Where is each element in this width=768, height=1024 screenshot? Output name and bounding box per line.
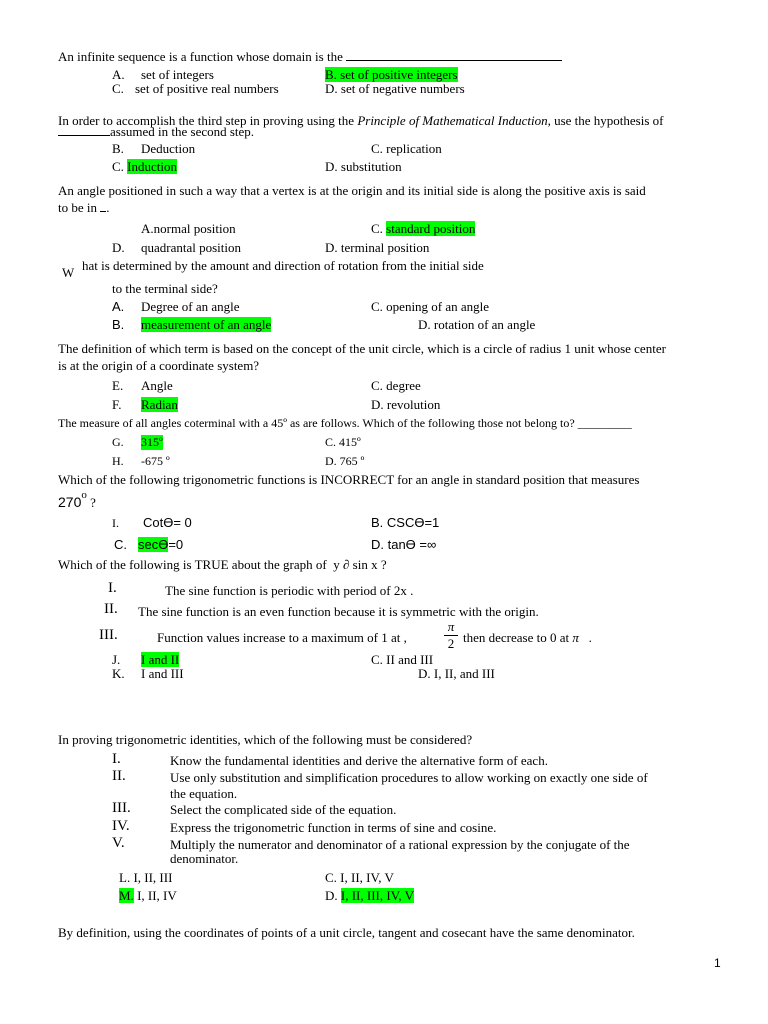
q4-stem: hat is determined by the amount and direction of rotation from the initial side <box>82 258 484 273</box>
q1-option-c-letter: C. <box>112 81 124 96</box>
q4-option-a-letter: A. <box>112 299 125 314</box>
two-denominator: 2 <box>447 636 455 651</box>
q8-statement-1: The sine function is periodic with period of 2x . <box>165 583 414 598</box>
q5-option-c: C. degree <box>371 378 421 393</box>
q3-option-d-letter: D. <box>112 240 125 255</box>
q7-option-c-answer: secϴ=0 <box>138 537 184 552</box>
q9-option-m: M. I, II, IV <box>119 888 177 903</box>
q9-item-5: Multiply the numerator and denominator of a rational expression by the conjugate of the <box>170 837 630 852</box>
q2-stem: In order to accomplish the third step in proving using the Principle of Mathematical Induction, use the hypothesis of <box>58 113 664 128</box>
q7-option-b: B. CSCϴ=1 <box>371 515 440 530</box>
pi-numerator: π <box>447 619 455 634</box>
q9-item-5-numeral: V. <box>112 835 125 851</box>
q1-option-c: set of positive real numbers <box>135 81 279 96</box>
q6-option-c: C. 415º <box>325 435 361 449</box>
q5-option-d: D. revolution <box>371 397 441 412</box>
q9-item-1: Know the fundamental identities and derive the alternative form of each. <box>170 753 548 768</box>
q4-stem-line2: to the terminal side? <box>112 281 218 296</box>
q7-option-c-letter: C. <box>114 537 127 552</box>
q7-angle: 270$^o$ ? <box>58 489 96 510</box>
q6-stem: The measure of all angles coterminal with a 45º as are follows. Which of the following those not belong to? _________ <box>58 416 632 430</box>
q8-option-j-letter: J. <box>112 652 121 667</box>
q1-stem: An infinite sequence is a function whose domain is the <box>58 49 562 64</box>
q9-item-2: Use only substitution and simplification procedures to allow working on exactly one side of <box>170 770 648 785</box>
q8-option-c: C. II and III <box>371 652 434 667</box>
q5-stem-line2: is at the origin of a coordinate system? <box>58 358 260 373</box>
q4-option-a: Degree of an angle <box>141 299 240 314</box>
q9-item-2-cont: the equation. <box>170 786 238 801</box>
q3-stem: An angle positioned in such a way that a vertex is at the origin and its initial side is along the positive axis is said <box>58 183 646 198</box>
q4-option-b-letter: B. <box>112 317 125 332</box>
q9-item-3-numeral: III. <box>112 800 131 816</box>
q8-statement-2: The sine function is an even function because it is symmetric with the origin. <box>138 604 539 619</box>
q6-option-h: -675 º <box>141 454 170 468</box>
q9-item-4: Express the trigonometric function in terms of sine and cosine. <box>170 820 497 835</box>
q8-stem: Which of the following is TRUE about the graph of y ∂ sin x ? <box>58 557 387 572</box>
q9-stem: In proving trigonometric identities, which of the following must be considered? <box>58 732 473 747</box>
q8-option-k-letter: K. <box>112 666 125 681</box>
q2-option-answer: C. Induction <box>112 159 177 174</box>
q9-item-5-cont: denominator. <box>170 851 239 866</box>
q5-stem: The definition of which term is based on the concept of the unit circle, which is a circle of radius 1 unit whose center <box>58 341 666 356</box>
q2-option-b-letter: B. <box>112 141 124 156</box>
q4-option-d: D. rotation of an angle <box>418 317 536 332</box>
q6-option-g-answer: 315º <box>141 435 163 449</box>
q7-option-i: Cotϴ= 0 <box>143 515 192 530</box>
q1-option-a-letter: A. <box>112 67 125 82</box>
q7-stem: Which of the following trigonometric functions is INCORRECT for an angle in standard position that measures <box>58 472 640 487</box>
q8-option-d: D. I, II, and III <box>418 666 495 681</box>
q8-statement-2-numeral: II. <box>104 601 118 617</box>
q6-option-d: D. 765 º <box>325 454 365 468</box>
q7-option-d: D. tanϴ =∞ <box>371 537 437 552</box>
q8-statement-3-numeral: III. <box>99 627 118 643</box>
q9-item-3: Select the complicated side of the equation. <box>170 802 397 817</box>
q9-option-c: C. I, II, IV, V <box>325 870 394 885</box>
q3-option-terminal: D. terminal position <box>325 240 430 255</box>
q2-option-d: D. substitution <box>325 159 402 174</box>
q6-option-g-letter: G. <box>112 435 124 449</box>
q10-stem: By definition, using the coordinates of points of a unit circle, tangent and cosecant have the same denominator. <box>58 925 635 940</box>
q5-option-e-letter: E. <box>112 378 124 393</box>
answer-blank <box>346 49 562 61</box>
q3-option-quadrantal: quadrantal position <box>141 240 242 255</box>
q2-option-c: C. replication <box>371 141 442 156</box>
page-number: 1 <box>714 956 721 970</box>
q3-option-a: A.normal position <box>141 221 236 236</box>
q5-option-f-answer: Radian <box>141 397 178 412</box>
q6-option-h-letter: H. <box>112 454 124 468</box>
q1-option-b-answer: B. set of positive integers <box>325 67 458 82</box>
q1-option-a: set of integers <box>141 67 214 82</box>
q4-option-c: C. opening of an angle <box>371 299 490 314</box>
q2-stem-line2: assumed in the second step. <box>58 124 254 139</box>
answer-blank <box>58 124 110 136</box>
q2-option-b: Deduction <box>141 141 196 156</box>
q5-option-e: Angle <box>141 378 173 393</box>
q1-option-d: D. set of negative numbers <box>325 81 465 96</box>
q8-statement-3-end: then decrease to 0 at π . <box>463 630 592 645</box>
q5-option-f-letter: F. <box>112 397 122 412</box>
q8-statement-3: Function values increase to a maximum of 1 at , <box>157 630 407 645</box>
q4-drop-cap: W <box>62 265 75 280</box>
q8-option-j-answer: I and II <box>141 652 180 667</box>
q3-option-answer: C. standard position <box>371 221 476 236</box>
q8-option-k: I and III <box>141 666 184 681</box>
q9-item-4-numeral: IV. <box>112 818 130 834</box>
q8-statement-1-numeral: I. <box>108 580 117 596</box>
q9-item-1-numeral: I. <box>112 751 121 767</box>
q9-option-l: L. I, II, III <box>119 870 173 885</box>
q9-item-2-numeral: II. <box>112 768 126 784</box>
q7-option-i-letter: I. <box>112 516 119 530</box>
q9-option-d-answer: D. I, II, III, IV, V <box>325 888 415 903</box>
q4-option-b-answer: measurement of an angle <box>141 317 272 332</box>
q3-stem-line2: to be in . <box>58 200 110 215</box>
